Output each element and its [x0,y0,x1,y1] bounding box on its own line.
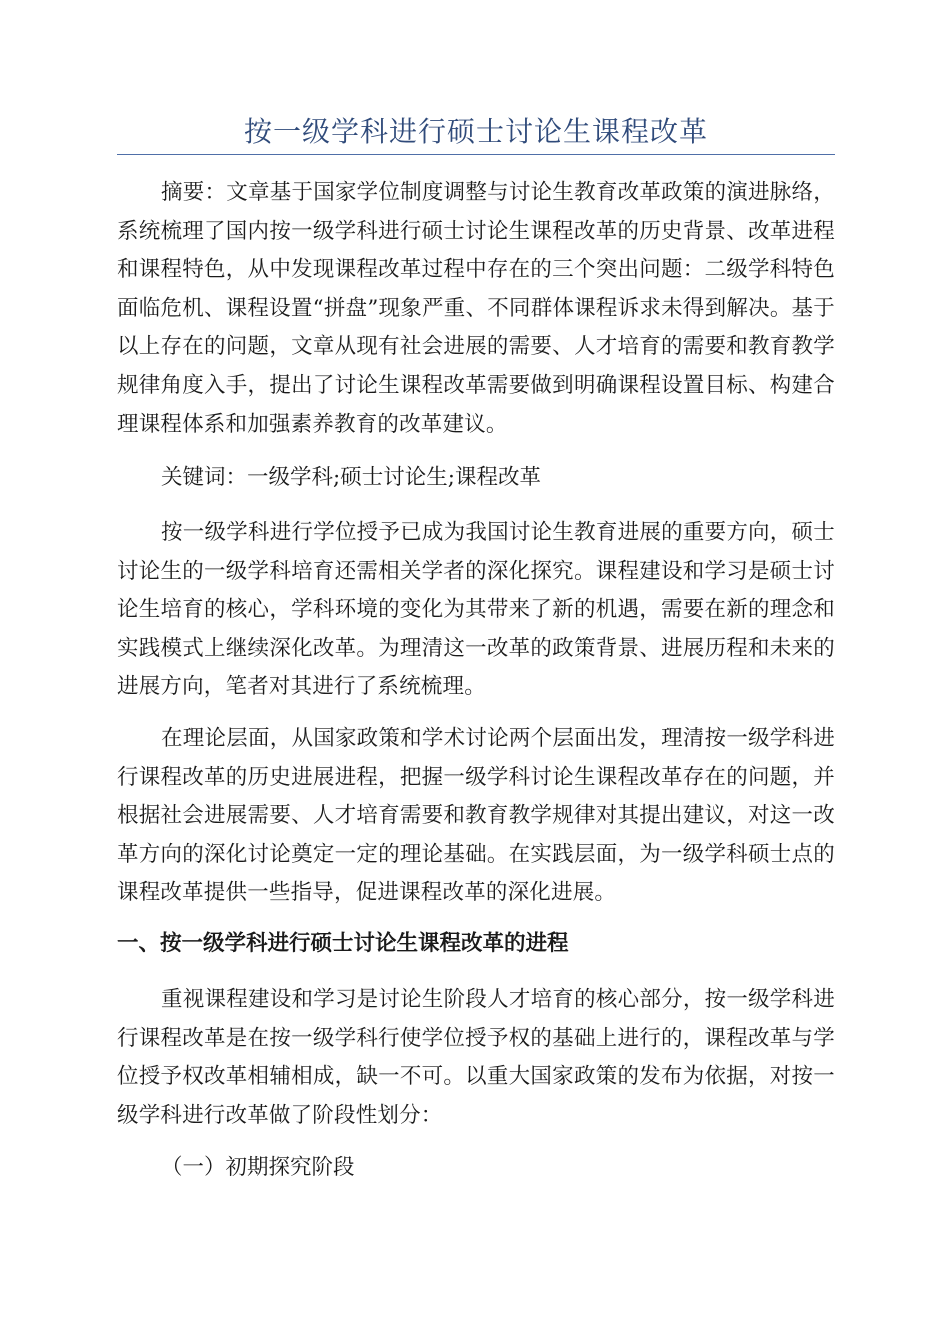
title-underline [117,154,835,155]
section-heading-1: 一、按一级学科进行硕士讨论生课程改革的进程 [117,931,569,956]
intro-paragraph-2: 在理论层面，从国家政策和学术讨论两个层面出发，理清按一级学科进行课程改革的历史进展进程，把握一级学科讨论生课程改革存在的问题，并根据社会进展需要、人才培育需要和教育教学规律对其提出建议，对这一改革方向的深化讨论奠定一定的理论基础。在实践层面，为一级学科硕士点的课程改革提供一些指导，促进课程改革的深化进展。 [117,726,835,906]
subsection-heading-1: （一）初期探究阶段 [161,1155,355,1180]
section-1-paragraph: 重视课程建设和学习是讨论生阶段人才培育的核心部分，按一级学科进行课程改革是在按一级学科行使学位授予权的基础上进行的，课程改革与学位授予权改革相辅相成，缺一不可。以重大国家政策的发布为依据，对按一级学科进行改革做了阶段性划分： [117,987,835,1128]
abstract-paragraph: 摘要：文章基于国家学位制度调整与讨论生教育改革政策的演进脉络，系统梳理了国内按一级学科进行硕士讨论生课程改革的历史背景、改革进程和课程特色，从中发现课程改革过程中存在的三个突出问题：二级学科特色面临危机、课程设置“拼盘”现象严重、不同群体课程诉求未得到解决。基于以上存在的问题，文章从现有社会进展的需要、人才培育的需要和教育教学规律角度入手，提出了讨论生课程改革需要做到明确课程设置目标、构建合理课程体系和加强素养教育的改革建议。 [117,180,835,437]
document-page [117,0,835,1344]
document-title: 按一级学科进行硕士讨论生课程改革 [243,115,708,148]
keywords-line: 关键词：一级学科;硕士讨论生;课程改革 [161,465,541,490]
intro-paragraph-1: 按一级学科进行学位授予已成为我国讨论生教育进展的重要方向，硕士讨论生的一级学科培育还需相关学者的深化探究。课程建设和学习是硕士讨论生培育的核心，学科环境的变化为其带来了新的机遇，需要在新的理念和实践模式上继续深化改革。为理清这一改革的政策背景、进展历程和未来的进展方向，笔者对其进行了系统梳理。 [117,520,835,700]
